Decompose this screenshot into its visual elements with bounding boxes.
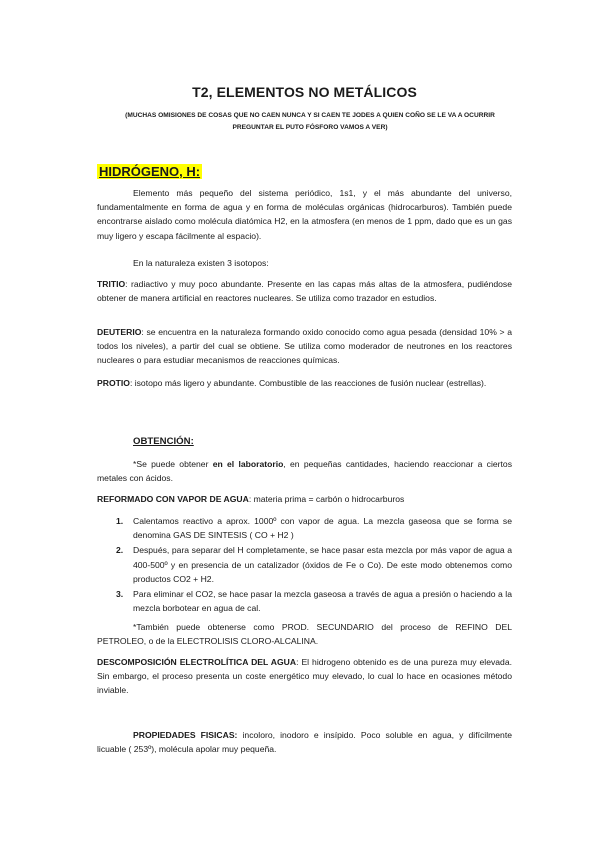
step-text: Para eliminar el CO2, se hace pasar la mezcla gaseosa a través de agua a presión o haciendo a la mezcla borbotear en agua de cal. [133, 589, 512, 614]
step-text: Después, para separar del H completamente, se hace pasar esta mezcla por más vapor de agua a 400-500º y en presencia de un catalizador (óxidos de Fe o Co). De este modo obtenemos como productos CO2 + H2. [133, 545, 512, 584]
propiedades-paragraph [97, 728, 512, 756]
step-number: 1. [116, 516, 124, 526]
lab-text-bold: en el laboratorio [212, 459, 284, 469]
protio-label: PROTIO [97, 378, 130, 388]
reformado-steps [97, 514, 512, 616]
propiedades-text: incoloro, inodoro e insípido. Poco soluble en agua, y difícilmente licuable ( 253º), molécula apolar muy pequeña. [97, 730, 512, 755]
hydrogen-intro: Elemento más pequeño del sistema periódico, 1s1, y el más abundante del universo, fundamentalmente en forma de agua y en forma de moléculas orgánicas (hidrocarburos). También puede encontrarse aislado como molécula diatómica H2, en la atmosfera (en menos de 1 ppm, dado que es un gas muy ligero y escapa fácilmente al espacio). [97, 188, 512, 241]
deuterio-paragraph [97, 325, 512, 368]
document-title: T2, ELEMENTOS NO METÁLICOS [192, 84, 417, 100]
step-text: Calentamos reactivo a aprox. 1000º con vapor de agua. La mezcla gaseosa que se forma se denomina GAS DE SINTESIS ( CO + H2 ) [133, 516, 512, 541]
descomposicion-text: : El hidrogeno obtenido es de una pureza muy elevada. Sin embargo, el proceso presenta un coste energético muy elevado, lo cual lo hace en ocasiones método inviable. [97, 657, 512, 696]
reformado-label: REFORMADO CON VAPOR DE AGUA [97, 494, 249, 504]
descomposicion-paragraph [97, 655, 512, 698]
propiedades-label: PROPIEDADES FISICAS: [133, 730, 238, 740]
reformado-paragraph [97, 492, 512, 506]
protio-paragraph [97, 376, 512, 390]
tritio-text: : radiactivo y muy poco abundante. Presente en las capas más altas de la atmosfera, pudiéndose obtener de manera artificial en reactores nucleares. Se utiliza como trazador en estudios. [97, 279, 512, 304]
hydrogen-heading: HIDRÓGENO, H: [99, 164, 201, 179]
document-subtitle: (MUCHAS OMISIONES DE COSAS QUE NO CAEN NUNCA Y SI CAEN TE JODES A QUIEN COÑO SE LE VA A OCURRIR PREGUNTAR EL PUTO FÓSFORO VAMOS A VER) [125, 112, 495, 131]
descomposicion-label: DESCOMPOSICIÓN ELECTROLÍTICA DEL AGUA [97, 657, 297, 667]
list-item [97, 543, 512, 586]
list-item [97, 587, 512, 615]
tambien-paragraph: *También puede obtenerse como PROD. SECUNDARIO del proceso de REFINO DEL PETROLEO, o de la ELECTROLISIS CLORO-ALCALINA. [97, 622, 512, 647]
deuterio-label: DEUTERIO [97, 327, 142, 337]
lab-text-pre: *Se puede obtener [133, 459, 213, 469]
tritio-label: TRITIO [97, 279, 126, 289]
reformado-text: : materia prima = carbón o hidrocarburos [248, 494, 405, 504]
lab-text-post: , en pequeñas cantidades, haciendo reaccionar a ciertos metales con ácidos. [97, 459, 512, 484]
step-number: 2. [116, 545, 124, 556]
isotopes-intro: En la naturaleza existen 3 isotopos: [133, 258, 269, 268]
list-item [97, 514, 512, 542]
protio-text: : isotopo más ligero y abundante. Combustible de las reacciones de fusión nuclear (estrellas). [129, 378, 487, 388]
tritio-paragraph [97, 277, 512, 305]
deuterio-text: : se encuentra en la naturaleza formando oxido conocido como agua pesada (densidad 10% > a todos los niveles), a partir del cual se obtiene. Se utiliza como moderador de neutrones en los reactores nucleares o para estudiar mecanismos de reacciones químicas. [97, 327, 512, 366]
obtencion-heading: OBTENCIÓN: [133, 436, 194, 447]
laboratorio-paragraph [97, 457, 512, 485]
step-number: 3. [116, 589, 124, 600]
